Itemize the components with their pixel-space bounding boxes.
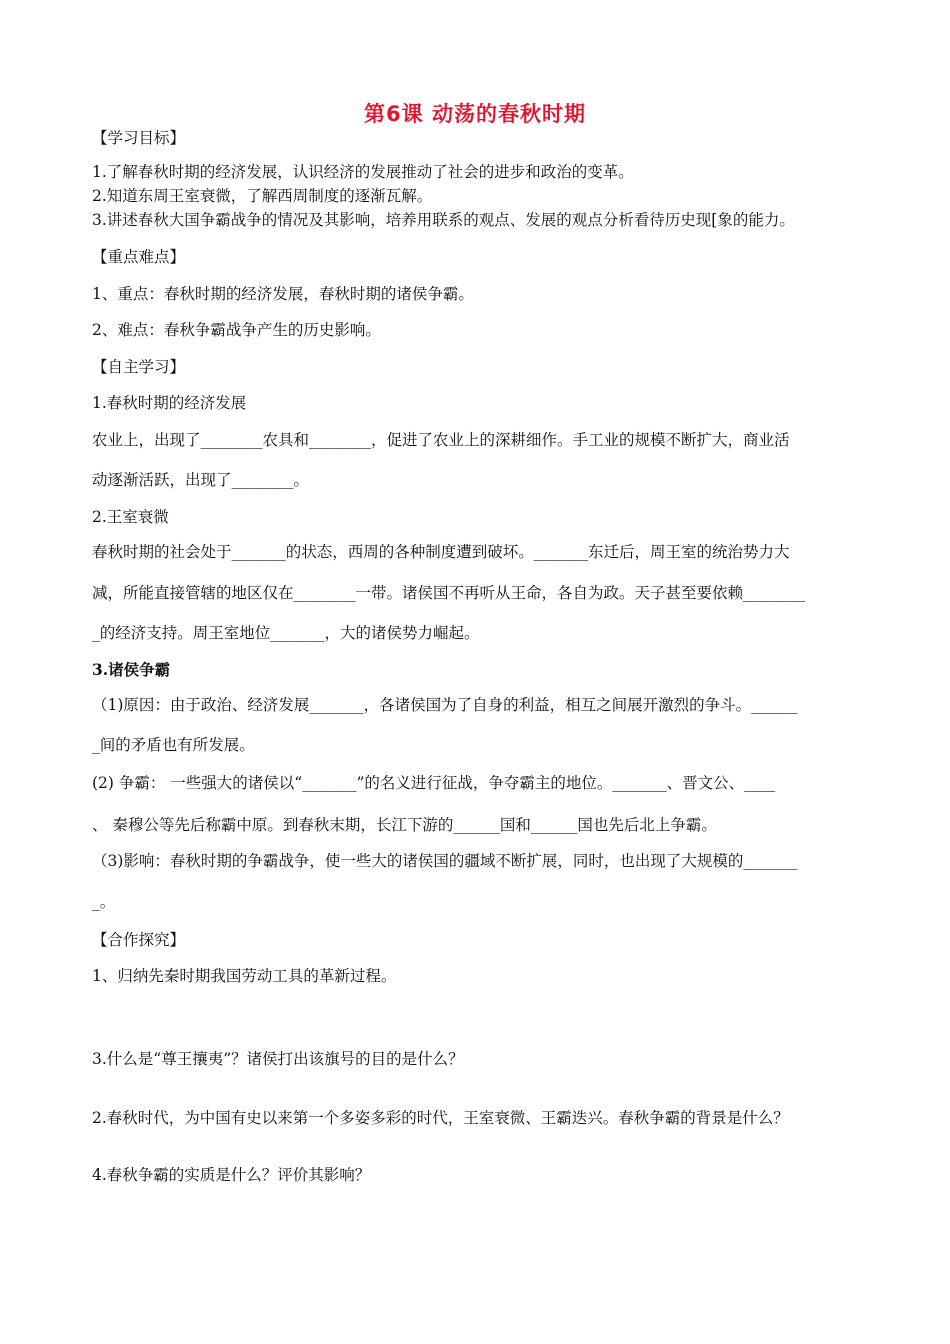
cooperation-heading: 【合作探究】 <box>92 931 186 949</box>
cooperation-question-3: 3.什么是“尊王攘夷”？诸侯打出该旗号的目的是什么？ <box>92 1050 464 1068</box>
section-2-line-2: 减，所能直接管辖的地区仅在________一带。诸侯国不再听从王命，各自为政。天子甚至要依赖________ <box>92 584 806 602</box>
key-points-heading: 【重点难点】 <box>92 248 186 266</box>
objectives-heading: 【学习目标】 <box>92 129 186 147</box>
section-2-line-3: _的经济支持。周王室地位_______，大的诸侯势力崛起。 <box>92 624 480 642</box>
section-3-line-3: (2) 争霸： 一些强大的诸侯以“_______”的名义进行征战，争夺霸主的地位。_______、晋文公、____ <box>92 774 776 792</box>
cooperation-question-2: 2.春秋时代，为中国有史以来第一个多姿多彩的时代，王室衰微、王霸迭兴。春秋争霸的背景是什么？ <box>92 1109 789 1127</box>
page-title: 第6课 动荡的春秋时期 <box>364 102 586 126</box>
cooperation-question-1: 1、归纳先秦时期我国劳动工具的革新过程。 <box>92 967 397 985</box>
objective-item-1: 1.了解春秋时期的经济发展，认识经济的发展推动了社会的进步和政治的变革。 <box>92 163 634 181</box>
objective-item-3: 3.讲述春秋大国争霸战争的情况及其影响，培养用联系的观点、发展的观点分析看待历史现[象的能力。 <box>92 211 795 229</box>
section-3-line-6: _。 <box>92 893 116 911</box>
section-1-line-1: 农业上，出现了________农具和________，促进了农业上的深耕细作。手工业的规模不断扩大，商业活 <box>92 431 790 449</box>
section-3-line-5: （3)影响：春秋时期的争霸战争，使一些大的诸侯国的疆域不断扩展，同时，也出现了大规模的_______ <box>92 852 798 870</box>
section-2-line-1: 春秋时期的社会处于_______的状态，西周的各种制度遭到破坏。_______东迁后，周王室的统治势力大 <box>92 543 790 561</box>
section-3-line-4: 、 秦穆公等先后称霸中原。到春秋末期，长江下游的______国和______国也先后北上争霸。 <box>92 816 717 834</box>
self-study-heading: 【自主学习】 <box>92 358 186 376</box>
section-3-line-1: （1)原因：由于政治、经济发展_______，各诸侯国为了自身的利益，相互之间展开激烈的争斗。______ <box>92 696 798 714</box>
cooperation-question-4: 4.春秋争霸的实质是什么？评价其影响？ <box>92 1166 371 1184</box>
section-3-title: 3.诸侯争霸 <box>92 660 171 679</box>
key-point-2: 2、难点：春秋争霸战争产生的历史影响。 <box>92 321 381 339</box>
key-point-1: 1、重点：春秋时期的经济发展，春秋时期的诸侯争霸。 <box>92 285 474 303</box>
section-3-line-2: _间的矛盾也有所发展。 <box>92 736 255 754</box>
section-2-title: 2.王室衰微 <box>92 508 169 526</box>
section-1-title: 1.春秋时期的经济发展 <box>92 394 247 412</box>
objective-item-2: 2.知道东周王室衰微，了解西周制度的逐渐瓦解。 <box>92 187 433 205</box>
section-1-line-2: 动逐渐活跃，出现了________。 <box>92 471 310 489</box>
